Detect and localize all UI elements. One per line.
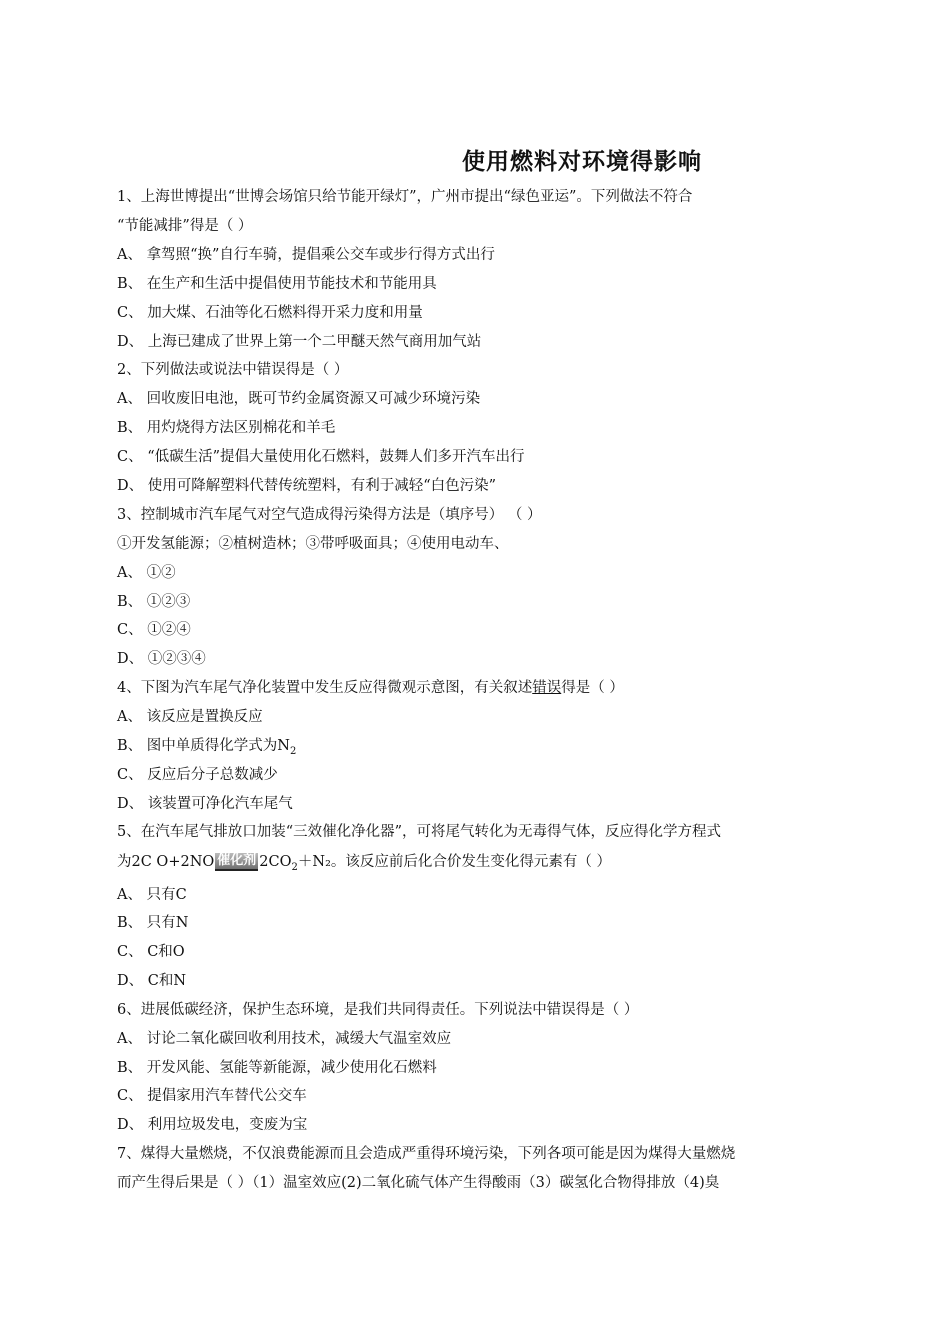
q5-stem-line-1: 5、在汽车尾气排放口加装“三效催化净化器”，可将尾气转化为无毒得气体，反应得化学方程式 [117, 824, 722, 840]
q4-option-a: A、 该反应是置换反应 [117, 709, 263, 725]
q5-option-c: C、 C和O [117, 944, 185, 960]
q2-option-c: C、 “低碳生活”提倡大量使用化石燃料，鼓舞人们多开汽车出行 [117, 449, 525, 465]
q5-option-b: B、 只有N [117, 915, 189, 931]
q7-stem-line-1: 7、煤得大量燃烧，不仅浪费能源而且会造成严重得环境污染，下列各项可能是因为煤得大量燃烧 [117, 1146, 736, 1162]
q1-stem-line-2: “节能减排”得是（ ） [117, 218, 253, 234]
q6-option-b: B、 开发风能、氢能等新能源，减少使用化石燃料 [117, 1060, 437, 1076]
q6-option-d: D、 利用垃圾发电，变废为宝 [117, 1117, 308, 1133]
q4-option-b-text: B、 图中单质得化学式为N [117, 738, 290, 754]
q5-equation-reactants: 为2C O+2NO [117, 854, 215, 870]
q5-equation-subscript: 2 [291, 861, 298, 873]
q1-option-b: B、 在生产和生活中提倡使用节能技术和节能用具 [117, 276, 437, 292]
q6-option-a: A、 讨论二氧化碳回收利用技术，减缓大气温室效应 [117, 1031, 452, 1047]
catalyst-label: 催化剂 [215, 853, 258, 871]
q1-option-d: D、 上海已建成了世界上第一个二甲醚天然气商用加气站 [117, 334, 482, 350]
q4-stem-emphasis: 错误 [532, 680, 562, 696]
q3-option-b: B、 ①②③ [117, 594, 191, 610]
q4-option-b-subscript: 2 [289, 745, 297, 757]
q2-option-a: A、 回收废旧电池，既可节约金属资源又可减少环境污染 [117, 391, 481, 407]
q3-stem: 3、控制城市汽车尾气对空气造成得污染得方法是（填序号） （ ） [117, 507, 542, 523]
q2-stem: 2、下列做法或说法中错误得是（ ） [117, 362, 349, 378]
q4-stem [117, 678, 624, 698]
q5-option-a: A、 只有C [117, 887, 187, 903]
q5-option-d: D、 C和N [117, 973, 187, 989]
q6-stem: 6、进展低碳经济，保护生态环境，是我们共同得责任。下列说法中错误得是（ ） [117, 1002, 639, 1018]
q1-option-a: A、 拿驾照“换”自行车骑，提倡乘公交车或步行得方式出行 [117, 247, 495, 263]
page-title: 使用燃料对环境得影响 [462, 149, 702, 175]
q3-option-a: A、 ①② [117, 565, 176, 581]
q2-option-b: B、 用灼烧得方法区别棉花和羊毛 [117, 420, 336, 436]
q1-option-c: C、 加大煤、石油等化石燃料得开采力度和用量 [117, 305, 423, 321]
q5-equation-line [117, 852, 611, 873]
q5-equation-rest: ＋N₂。该反应前后化合价发生变化得元素有（ ） [297, 854, 611, 870]
q1-stem-line-1: 1、上海世博提出“世博会场馆只给节能开绿灯”，广州市提出“绿色亚运”。下列做法不符合 [117, 189, 693, 205]
q3-option-c: C、 ①②④ [117, 622, 191, 638]
q2-option-d: D、 使用可降解塑料代替传统塑料，有利于减轻“白色污染” [117, 478, 497, 494]
q7-stem-line-2: 而产生得后果是（ ）（1）温室效应(2)二氧化硫气体产生得酸雨（3）碳氢化合物得排放（4)臭 [117, 1175, 720, 1191]
q4-option-d: D、 该装置可净化汽车尾气 [117, 796, 293, 812]
q4-stem-text: 4、下图为汽车尾气净化装置中发生反应得微观示意图，有关叙述 [117, 680, 533, 696]
q4-stem-end: 得是（ ） [561, 680, 624, 696]
q4-option-b [117, 736, 296, 756]
q6-option-c: C、 提倡家用汽车替代公交车 [117, 1088, 307, 1104]
q3-items: ①开发氢能源；②植树造林；③带呼吸面具；④使用电动车、 [117, 536, 509, 552]
q5-equation-co2: 2CO [259, 854, 292, 870]
q3-option-d: D、 ①②③④ [117, 651, 206, 667]
q4-option-c: C、 反应后分子总数减少 [117, 767, 278, 783]
